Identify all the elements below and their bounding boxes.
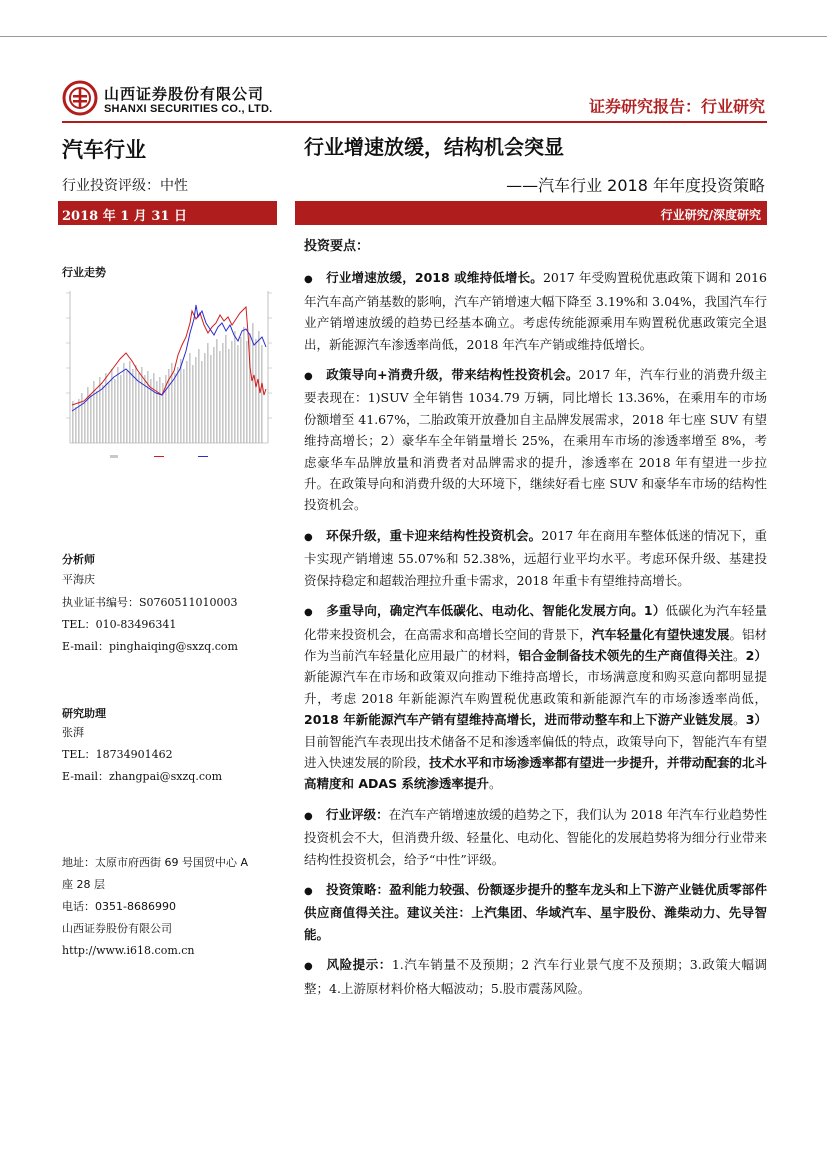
point-4: ● 多重导向，确定汽车低碳化、电动化、智能化发展方向。1）低碳化为汽车轻量化带来投资机会，在高需求和高增长空间的背景下，汽车轻量化有望快速发展。铝材作为当前汽车轻量化应用最广的材料，铝合金制备技术领先的生产商值得关注。2）新能源汽车在市场和政策双向推动下维持高增长，市场满意度和购买意向都明显提升，考虑 2018 年新能源汽车购置税优惠政策和新能源汽车的市场渗透率尚低，2018 年新能源汽车产销有望维持高增长，进而带动整车和上下游产业链发展。3）目前智能汽车表现出技术储备不足和渗透率偏低的特点，政策导向下，智能汽车有望进入快速发展的阶段，技术水平和市场渗透率都有望进一步提升，并带动配套的北斗高精度和 ADAS 系统渗透率提升。 <box>304 603 767 792</box>
report-type: 证券研究报告：行业研究 <box>588 97 765 116</box>
chart-legend <box>110 455 208 458</box>
key-points-heading: 投资要点： <box>304 239 370 254</box>
address-line-2: 座 28 层 <box>62 878 105 891</box>
company-footer: 山西证券股份有限公司 <box>62 922 172 935</box>
assistant-label: 研究助理 <box>62 707 106 720</box>
analyst-cert: 执业证书编号：S0760511010003 <box>62 596 238 609</box>
website-link[interactable]: http://www.i618.com.cn <box>62 944 195 957</box>
phone: 电话：0351-8686990 <box>62 900 176 913</box>
analyst-name: 平海庆 <box>62 573 95 586</box>
bullet-icon: ● <box>304 885 313 897</box>
point-2: ● 政策导向+消费升级，带来结构性投资机会。2017 年，汽车行业的消费升级主要表现在：1)SUV 全年销售 1034.79 万辆，同比增长 13.36%，在乘用车的市场份额增至 41.67%，二胎政策开放叠加自主品牌发展需求，2018 年七座 SUV 有望维持高增长；2）豪华车全年销量增长 25%，在乘用车市场的渗透率增至 8%，考虑豪华车品牌放量和消费者对品牌需求的提升，渗透率在 2018 年有望进一步拉升。在政策导向和消费升级的大环境下，继续好看七座 SUV 和豪华车市场的结构性投资机会。 <box>304 367 767 513</box>
bullet-icon: ● <box>304 961 313 973</box>
bullet-icon: ● <box>304 371 313 383</box>
analyst-email[interactable]: E-mail：pinghaiqing@sxzq.com <box>62 640 238 653</box>
address-line-1: 地址：太原市府西街 69 号国贸中心 A <box>62 856 249 869</box>
assistant-tel: TEL：18734901462 <box>62 748 173 761</box>
point-7: ● 风险提示：1.汽车销量不及预期；2 汽车行业景气度不及预期；3.政策大幅调整；4.上游原材料价格大幅波动；5.股市震荡风险。 <box>304 957 767 996</box>
main-content <box>304 236 767 1008</box>
point-1: ● 行业增速放缓，2018 或维持低增长。2017 年受购置税优惠政策下调和 2016 年汽车高产销基数的影响，汽车产销增速大幅下降至 3.19%和 3.04%，我国汽车行业产销增速放缓的趋势已经基本确立。考虑传统能源乘用车购置税优惠政策完全退出，新能源汽车渗透率尚低，2018 年汽车产销或维持低增长。 <box>304 270 767 352</box>
top-rule <box>0 36 827 37</box>
report-title: 行业增速放缓，结构机会突显 <box>304 135 564 159</box>
analyst-label: 分析师 <box>62 553 95 566</box>
industry-trend-chart <box>58 283 283 463</box>
chart-title: 行业走势 <box>62 266 106 279</box>
analyst-tel: TEL：010-83496341 <box>62 618 177 631</box>
point-6: ● 投资策略：盈利能力较强、份额逐步提升的整车龙头和上下游产业链优质零部件供应商值得关注。建议关注：上汽集团、华域汽车、星宇股份、潍柴动力、先导智能。 <box>304 881 767 942</box>
company-name-en: SHANXI SECURITIES CO., LTD. <box>104 103 273 115</box>
company-logo-icon <box>62 80 98 116</box>
bullet-icon: ● <box>304 810 313 822</box>
assistant-name: 张湃 <box>62 726 84 739</box>
industry-rating: 行业投资评级：中性 <box>62 178 188 194</box>
point-5: ● 行业评级：在汽车产销增速放缓的趋势之下，我们认为 2018 年汽车行业趋势性投资机会不大，但消费升级、轻量化、电动化、智能化的发展趋势将为细分行业带来结构性投资机会，给予“中性”评级。 <box>304 806 767 867</box>
bullet-icon: ● <box>304 274 313 286</box>
company-name-cn: 山西证券股份有限公司 <box>104 85 265 103</box>
bullet-icon: ● <box>304 607 313 619</box>
report-category: 行业研究/深度研究 <box>295 201 767 225</box>
bullet-icon: ● <box>304 531 313 543</box>
point-3: ● 环保升级，重卡迎来结构性投资机会。2017 年在商用车整体低迷的情况下，重卡实现产销增速 55.07%和 52.38%，远超行业平均水平。考虑环保升级、基建投资保持稳定和超载治理拉升重卡需求，2018 年重卡有望维持高增长。 <box>304 527 767 588</box>
header-divider <box>62 121 767 123</box>
assistant-email[interactable]: E-mail：zhangpai@sxzq.com <box>62 770 223 783</box>
report-date: 2018 年 1 月 31 日 <box>58 201 277 225</box>
industry-name: 汽车行业 <box>62 138 146 162</box>
report-subtitle: ——汽车行业 2018 年年度投资策略 <box>506 176 765 195</box>
